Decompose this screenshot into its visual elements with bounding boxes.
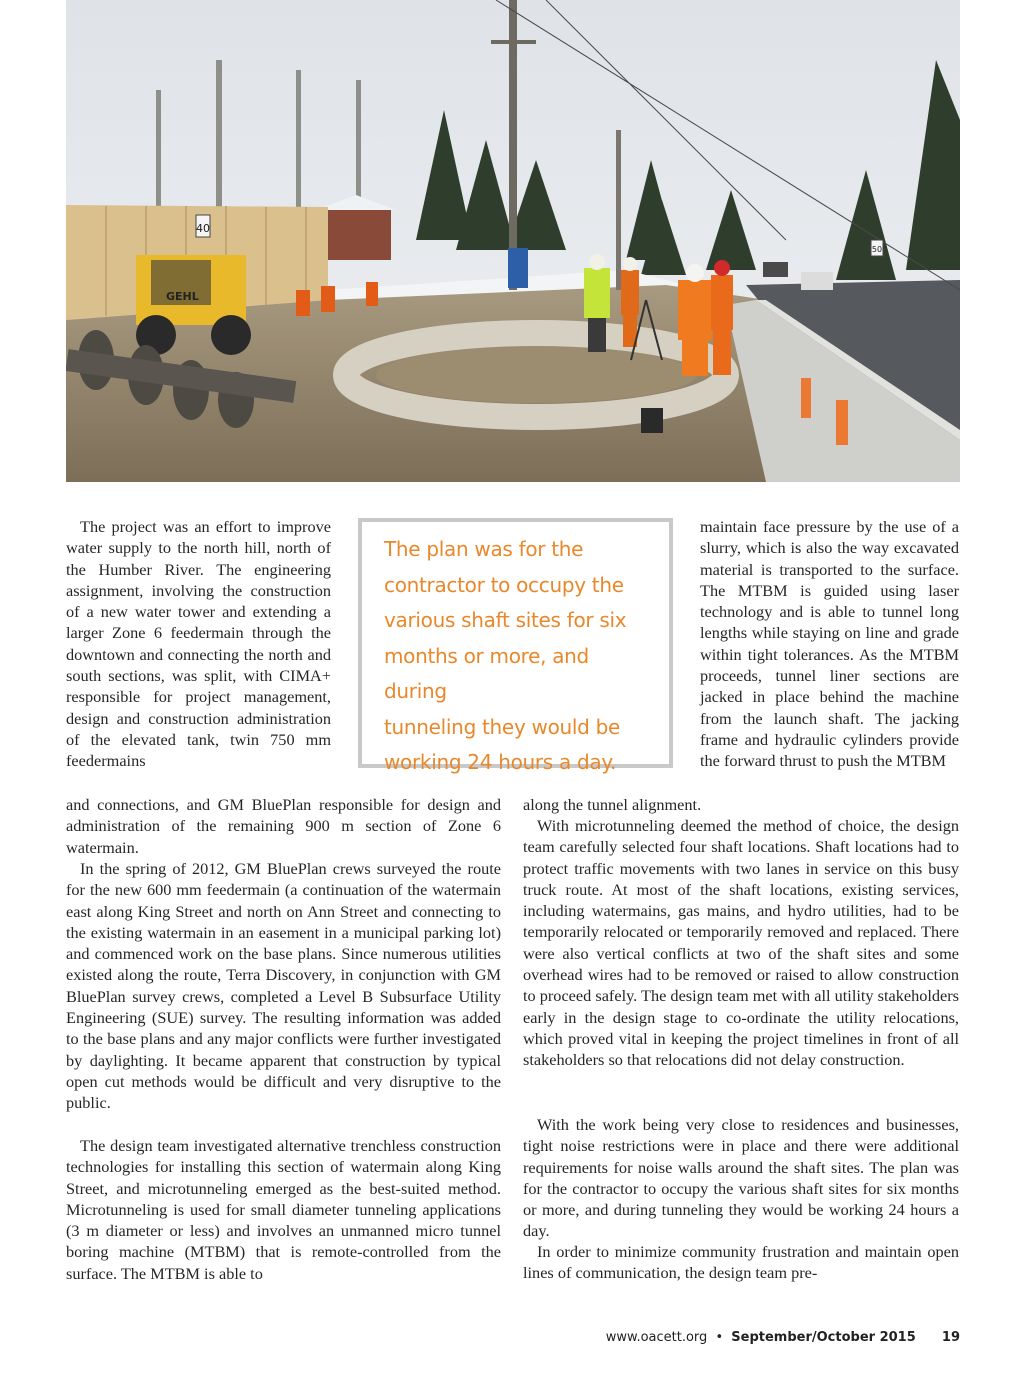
pull-quote-line: The plan was for the [384, 537, 584, 561]
speed-sign-40: 40 [196, 222, 210, 235]
paragraph-noise: With the work being very close to residences and businesses, tight noise restrictions were in place and there were additional requirements for noise walls around the shaft sites. The plan was for the contractor to occupy the various shaft sites for six months or more, and during tunneling they would be working 24 hours a day. [523, 1115, 959, 1241]
pull-quote-line: various shaft sites for six [384, 608, 627, 632]
paragraph-intro-continued: and connections, and GM BluePlan responsible for design and administration of the remaining 900 m section of Zone 6 watermain. [66, 795, 501, 857]
pull-quote-line: working 24 hours a day. [384, 750, 617, 774]
speed-sign-50: 50 [871, 245, 883, 254]
paragraph-shaft-locations: With microtunneling deemed the method of choice, the design team carefully selected four shaft locations. Shaft locations had to protect traffic movements with two lanes in service on this busy truck route. At most of the shaft locations, existing services, including watermains, gas mains, and hydro utilities, had to be temporarily relocated or temporarily removed and replaced. There were also vertical conflicts at two of the shaft sites and some overhead wires had to be removed or raised to allow construction to proceed safely. The design team met with all utility stakeholders early in the design stage to co-ordinate the utility relocations, which proved vital in keeping the project timelines in front of all stakeholders so that relocations did not delay construction. [523, 816, 959, 1070]
paragraph-trenchless: The design team investigated alternative trenchless construction technologies for installing this section of watermain along King Street, and microtunneling emerged as the best-suited method. Microtunneling is used for small diameter tunneling applications (3 m diameter or less) and involves an unmanned micro tunnel boring machine (MTBM) that is remote-controlled from the surface. The MTBM is able to [66, 1136, 501, 1283]
construction-site-image [66, 0, 960, 482]
pull-quote-line: contractor to occupy the [384, 572, 624, 597]
paragraph-mtbm: maintain face pressure by the use of a slurry, which is also the way excavated material is transported to the surface. The MTBM is guided using laser technology and is able to tunnel long lengths while staying on line and grade within tight tolerances. As the MTBM proceeds, tunnel liner sections are jacked in place behind the machine from the launch shaft. The jacking frame and hydraulic cylinders provide the forward thrust to push the MTBM [700, 517, 959, 771]
page-footer [606, 1330, 960, 1345]
pull-quote-line: months or more, and during [384, 643, 589, 703]
paragraph-survey: In the spring of 2012, GM BluePlan crews surveyed the route for the new 600 mm feedermain (a continuation of the watermain east along King Street and north on Ann Street and connecting to the existing watermain in an easement in a municipal parking lot) and commenced work on the base plans. Since numerous utilities existed along the route, Terra Discovery, in conjunction with GM BluePlan survey crews, completed a Level B Subsurface Utility Engineering (SUE) survey. The resulting information was added to the base plans and any major conflicts were further investigated by daylighting. It became apparent that construction by typical open cut methods would be difficult and very disruptive to the public. [66, 859, 501, 1113]
pull-quote [358, 518, 673, 774]
paragraph-intro: The project was an effort to improve water supply to the north hill, north of the Humber River. The engineering assignment, involving the construction of a new water tower and extending a larger Zone 6 feedermain through the downtown and connecting the north and south sections, was split, with CIMA+ responsible for project management, design and construction administration of the elevated tank, twin 750 mm feedermains [66, 517, 331, 771]
footer-url: www.oacett.org [605, 1330, 708, 1345]
footer-issue: September/October 2015 [731, 1330, 916, 1345]
page-number: 19 [941, 1330, 960, 1345]
gehl-label: GEHL [166, 290, 199, 303]
article-photo [66, 0, 960, 482]
footer-bullet: • [715, 1330, 724, 1345]
pull-quote-line: tunneling they would be [384, 714, 621, 739]
paragraph-community: In order to minimize community frustration and maintain open lines of communication, the design team pre- [523, 1242, 959, 1283]
paragraph-mtbm-continued: along the tunnel alignment. [523, 795, 702, 814]
